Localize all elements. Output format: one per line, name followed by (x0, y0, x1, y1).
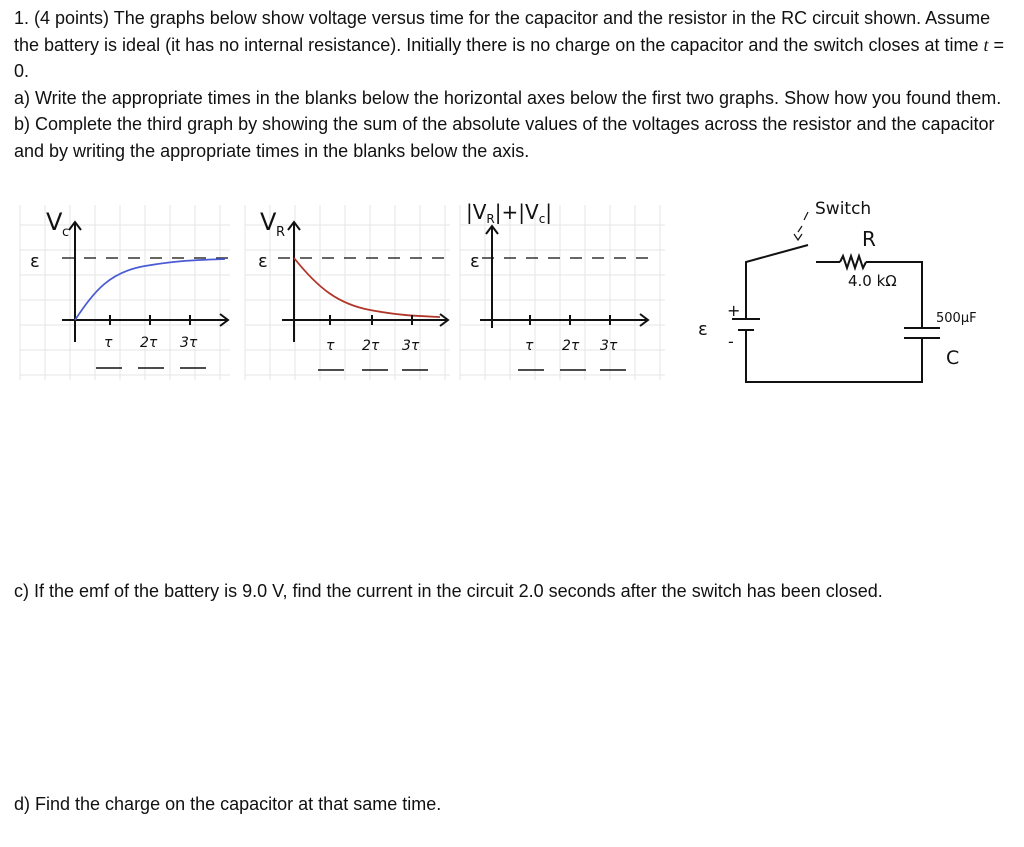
sum-tick-label-2: 2τ (562, 338, 580, 354)
resistor-value: 4.0 kΩ (848, 272, 897, 290)
battery-plus-sign: + (727, 301, 741, 320)
part-a-text: a) Write the appropriate times in the blanks below the horizontal axes below the first two graphs. Show how you found them. (14, 87, 1002, 108)
resistor-voltage-graph (245, 205, 450, 380)
question-intro (14, 5, 1014, 164)
sum-label-part: |V (466, 200, 487, 224)
part-c-text: c) If the emf of the battery is 9.0 V, find the current in the circuit 2.0 seconds after the switch has been closed. (14, 581, 883, 601)
vc-tick-label-3: 3τ (180, 335, 198, 351)
sum-tick-label-1: τ (525, 338, 534, 354)
vc-tick-label-1: τ (104, 335, 113, 351)
sum-label-part: c (538, 212, 546, 226)
intro-text: 1. (4 points) The graphs below show voltage versus time for the capacitor and the resistor in the RC circuit shown. Assume the battery is ideal (it has no internal resistance). Initially there is no charge on the capacitor and the switch closes at time (14, 8, 991, 55)
sum-y-axis (486, 226, 498, 328)
vr-tick-label-1: τ (326, 338, 335, 354)
vc-axis-sub: c (62, 225, 70, 240)
capacitor-label: C (946, 347, 960, 369)
capacitor-value: 500μF (936, 311, 977, 326)
figure-area (0, 190, 1024, 390)
intro-end-text: = 0. (14, 34, 1005, 81)
switch-arrow-icon (794, 234, 802, 240)
vr-axis-sub: R (276, 225, 286, 240)
part-d-block (14, 791, 1014, 818)
wire-bottom (746, 338, 922, 382)
rc-circuit-diagram (698, 199, 977, 382)
sum-label-part: R (486, 212, 495, 226)
vr-emf-label: ε (258, 251, 268, 272)
sum-tick-label-3: 3τ (600, 338, 618, 354)
vc-axis-label: V (46, 208, 63, 236)
sum-voltage-graph (460, 200, 665, 380)
vc-emf-label: ε (30, 251, 40, 272)
intro-time-var: t (983, 34, 989, 55)
part-b-text: b) Complete the third graph by showing the sum of the absolute values of the voltages across the resistor and the capacitor and by writing the appropriate times in the blanks below the axis. (14, 114, 995, 161)
sum-emf-label: ε (470, 251, 480, 272)
vr-y-axis (288, 222, 300, 342)
open-switch (746, 245, 808, 300)
vr-tick-label-3: 3τ (402, 338, 420, 354)
switch-label: Switch (815, 199, 872, 219)
part-c-block (14, 578, 1014, 605)
vc-charging-curve (75, 259, 225, 320)
sum-x-axis (480, 314, 648, 326)
vr-tick-label-2: 2τ (362, 338, 380, 354)
vc-y-axis (69, 222, 81, 342)
battery-emf-label: ε (698, 319, 708, 340)
vr-decay-curve (294, 258, 440, 317)
sum-label-part: | (545, 200, 553, 224)
battery-minus-sign: - (728, 332, 734, 351)
sum-label-part: |+|V (494, 200, 539, 224)
resistor-symbol (840, 256, 866, 268)
switch-motion-mark (798, 212, 808, 232)
capacitor-voltage-graph (20, 205, 230, 380)
vr-axis-label: V (260, 208, 277, 236)
sum-axis-label (466, 200, 552, 226)
vc-tick-label-2: 2τ (140, 335, 158, 351)
part-d-text: d) Find the charge on the capacitor at that same time. (14, 794, 442, 814)
resistor-label: R (862, 227, 876, 251)
